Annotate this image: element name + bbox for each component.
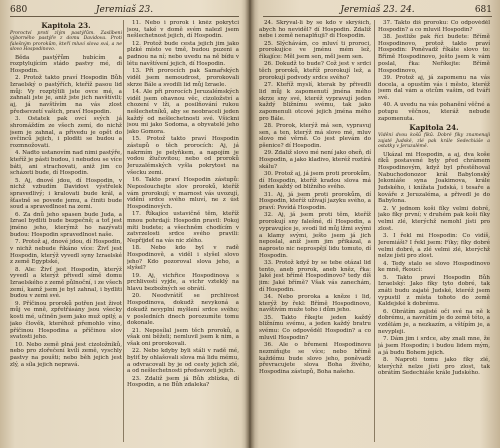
verse: 37. Takto díš proroku: Co odpověděl Hospodin? a co mluvil Hospodin?: [378, 20, 490, 33]
left-page: [0, 0, 247, 448]
verse: 19. Aj, vichřice Hospodinova s prchlivostí vyjde, a vichr vzteklý na hlavu bezbožných se obrátí.: [127, 272, 239, 293]
verse: 28. Prorok, kterýž má sen, vypravuj sen, a ten, kterýž má slovo mé, mluv slovo mé věrně. Co jest plevám do pšenice? dí Hospodin.: [259, 122, 371, 150]
page-number: 680: [10, 5, 28, 15]
verse: 26. Dokudž to bude? Což jest v srdci těch proroků, kteříž prorokují lež, a prorokují podvody srdce svého?: [259, 61, 371, 81]
verse: 33. Protož když by se tebe otázal lid tento, aneb prorok, aneb kněz, řka: Jaké jest břímě Hospodinovo? tedy díš jim: Jaké břímě? Však vás zanechám, dí Hospodin.: [259, 259, 371, 293]
verse: 2. Protož takto praví Hospodin Bůh Izraelský o pastýřích, kteříž pasou lid můj: Vy rozptýlili jste ovce mé, a zahnali jste je, aniž jste jich navštívili; aj, já navštívím na vás zlost předsevzetí vašich, praví Hospodin.: [10, 75, 122, 115]
verse: 10. Nebo země plná jest cizoložníků, nebo pro zlořečení kvílí země, vyschly pastvy na poušti; nebo běh jejich jest zlý, a síla jejich nepravá.: [10, 341, 122, 368]
text-column-2: [127, 20, 239, 444]
verse: 22. Nebo kdyby byli stáli v radě mé, byliť by ohlašovali slova má lidu mému, a odvracovali by je od cesty jejich zlé, a od nešlechetnosti předsevzetí jejich.: [127, 348, 239, 375]
verse: 25. Slýchávám, co mluví ti proroci, prorokujíce ve jménu mém lež, říkajíce: Měl jsem sen, měl jsem sen.: [259, 40, 371, 61]
verse: 27. Kteříž myslí, kterak by přivedli lid můj k zapomenutí jména mého skrze sny své, kteréž vypravují jeden každý bližnímu svému, tak jako zapomenuli otcové jejich jména mého pro Bále.: [259, 82, 371, 122]
chapter-heading: Kapitola 24.: [409, 123, 459, 133]
verse: 12. Protož bude cesta jejich jim jako plzké místo ve tmě, budou puzeni a padnou na ní; nebo uvedu na ně bídu v létu navštívení jejich, dí Hospodin.: [127, 40, 239, 67]
chapter-summary: Vidění dvou košů fíků. Dobré fíky znamenají zajaté Judské, zlé pak krále Sedechiáše a ostatky v Jeruzalémě.: [378, 133, 490, 150]
verse: 3. Ostatek pak ovcí svých já shromáždím ze všech zemí, do nichž jsem je zahnal, a přivedu je opět do ovčinců jejich, i ploditi se budou a rozmnožovati.: [10, 116, 122, 149]
verse: 4. Tedy stalo se slovo Hospodinovo ke mně, řkoucí:: [378, 260, 490, 274]
page-number: 681: [474, 5, 492, 15]
verse: 29. Zdaliž slovo mé není jako oheň, dí Hospodin, a jako kladivo, kteréž roztírá skálu?: [259, 150, 371, 170]
verse: 8. Ale: Živť jest Hospodin, kterýž vyvedl a kterýž přivedl símě domu Izraelského z země půlnoční, i ze všech zemí, kamž jsem je byl zahnal, i bydliti budou v zemi své.: [10, 266, 122, 300]
verse: 13. Při prorocích pak Samařských viděl jsem nemoudrost, prorokovali skrze Bále a svodili lid můj Izraele.: [127, 68, 239, 88]
verse: 16. Takto praví Hospodin zástupů: Neposlouchejte slov proroků, kteříž vám prorokují; v marnost vás uvozují, vidění srdce svého mluví, ne z úst Hospodinových.: [127, 177, 239, 210]
verse: 11. Nebo i prorok i kněz pokrytci jsou, také v domě svém nalezl jsem nešlechetnost jejich, dí Hospodin.: [127, 20, 239, 40]
verse: Ukázal mi Hospodin, a aj, dva koše fíků postavené byly před chrámem Hospodinovým, když byl přestěhoval Nabuchodonozor král Babylonský Jekoniáše syna Joakimova, krále Judského, i knížata Judská, i tesaře a kováře z Jeruzaléma, a přivedl je do Babylona.: [378, 151, 490, 205]
verse: 2. V jednom koši fíky velmi dobré, jako fíky první; v druhém pak koši fíky velmi zlé, kterýchž nemohl jísti pro zlost.: [378, 205, 490, 232]
column-divider: [123, 20, 124, 442]
book-gutter: [241, 0, 259, 448]
verse: 24. Skrýval-li by se kdo v skrýších, abych ho neviděl? dí Hospodin. Zdaliž nebe i země nenaplňuji? dí Hospodin.: [259, 20, 371, 40]
text-column-1: [259, 20, 371, 444]
verse: 31. Aj, já jsem proti prorokům, dí Hospodin, kteříž užívají jazyku svého, a praví: Povídá Hospodin.: [259, 191, 371, 212]
verse: Běda pastýřům hubícím a rozptylujícím stádo pastvy mé, dí Hospodin.: [10, 54, 122, 75]
chapter-summary: Proroctví proti zlým pastýřům. Zaslíbení výborného pastýře z domu Davidova. Proti falešným prorokům, kteří mluví slova svá, a ne slovo Hospodinovo.: [10, 31, 122, 53]
verse: 39. Protož aj, já zapomenu na vás docela, a opustím vás i město, kteréž jsem dal vám a otcům vašim, od tváři své.: [378, 74, 490, 101]
verse: 36. Ale o břemeni Hospodinovu nezmiňujte se více; nebo břímě každému bude slovo jeho, poněvadž převracujete slova Boha živého, Hospodina zástupů, Boha našeho.: [259, 342, 371, 375]
right-page: [253, 0, 500, 448]
verse: 5. Aj, dnové jdou, dí Hospodin, v nichž vzbudím Davidovi výstřelek spravedlivý; i kralovati bude král, a šťastně se povede jemu, a činiti bude soud a spravedlnost na zemi.: [10, 177, 122, 211]
verse: 30. Protož aj, já jsem proti prorokům, dí Hospodin, kteříž kradou slova má jeden každý od bližního svého.: [259, 171, 371, 191]
verse: 35. Takto říkejte jeden každý bližnímu svému, a jeden každý bratru svému: Co odpověděl Hospodin? a co mluvil Hospodin?: [259, 314, 371, 341]
verse: 9. Příčinou proroků potřen jest život můj ve mně, zpřetřásány jsou všecky kosti mé, učiněn jsem jako muž opilý, a jako člověk, kteréhož přemohlo víno, příčinou Hospodina a příčinou slov svatosti jeho.: [10, 300, 122, 341]
chapter-heading: Kapitola 23.: [41, 21, 91, 30]
running-head-right: [263, 4, 492, 17]
running-title: Jeremiaš 23.: [95, 5, 154, 15]
verse: 21. Neposílal jsem těch proroků, a však oni běželi; nemluvil jsem k nim, a však oni prorokovali.: [127, 327, 239, 347]
running-title: Jeremiaš 23. 24.: [340, 5, 415, 15]
verse: 8. Naproti tomu jako fíky zlé, kterýchž nelze jísti pro zlost, tak obrátím Sedechiáše krále Judského.: [378, 356, 490, 377]
text-column-2: [378, 20, 490, 444]
verse: 17. Říkajíce ustavičně těm, kteříž mnou pohrdají: Hospodin pravil: Pokoj míti budete; a všechněm chodícím v zatvrzelosti srdce svého pravili: Nepřijdeť na vás nic zlého.: [127, 211, 239, 245]
verse: 6. Obrátím zajisté oči své na ně k dobrému, a navrátím je do země této, a vzdělám je, a nezkazím, a vštípím je, a nevypleji.: [378, 308, 490, 335]
verse: 4. Nadto ustanovím nad nimi pastýře, kteříž je pásti budou, i nebudou se více báti, ani strachovati, aniž jim co scházeti bude, dí Hospodin.: [10, 150, 122, 177]
verse: 5. Takto praví Hospodin Bůh Izraelský: Jako fíky tyto dobré, tak znáti budu zajaté Judské, kteréž jsem vypustil z místa tohoto do země Kaldejské k dobrému.: [378, 274, 490, 308]
text-column-1: [10, 20, 122, 444]
running-head-left: [10, 4, 239, 17]
verse: 38. Jestliže pak říci budete: Břímě Hospodinovo, protož takto praví Hospodin: Poněvadž říkáte slovo to: Břímě Hospodinovo, ješto jsem k vám poslal, řka: Neříkejte: Břímě Hospodinovo,: [378, 34, 490, 74]
verse: 20. Neodvrátíť se prchlivost Hospodinova, dokudž nevykoná a dokudž nevyplní myšlení srdce svého; v posledních dnech porozumíte tomu dokonale.: [127, 293, 239, 327]
verse: 6. Za dnů jeho spasen bude Juda, a Izrael bydliti bude bezpečně; a toť jest jméno jeho, kterýmž ho nazývati budou: Hospodin spravedlnost naše.: [10, 211, 122, 238]
verse: 15. Protož takto praví Hospodin zástupů o těch prorocích: Aj, já nakrmím je pelyňkem, a napojím je vodou žlučovitou; nebo od proroků Jeruzalémských vyšla pokrytost na všecku zemi.: [127, 136, 239, 176]
verse: 18. Nebo kdo byl v radě Hospodinově, a viděl i slyšel slovo jeho? Kdo pozoroval slova jeho, a slyšel?: [127, 245, 239, 272]
verse: 34. Nebo proroka a kněze i lid, kterýž by řekl: Břímě Hospodinovo, navštívím muže toho i dům jeho.: [259, 294, 371, 314]
verse: 23. Zdaliž jsem já Bůh zblízka, dí Hospodin, a ne Bůh zdaleka?: [127, 375, 239, 389]
column-divider: [374, 20, 375, 442]
verse: 7. Protož aj, dnové jdou, dí Hospodin, v nichž nebude říkáno více: Živť jest Hospodin, kterýž vyvedl syny Izraelské z země Egyptské,: [10, 239, 122, 266]
verse: 40. A uvedu na vás pohanění věčné a potupu věčnou, kteráž nebude zapomenuta.: [378, 102, 490, 122]
verse: 32. Aj, já jsem proti těm, kteříž prorokují sny falešné, dí Hospodin, a vypravujíce je, svodí lid můj lžmi svými a klamy svými, ješto jsem já jich neposlal, aniž jsem jim přikázal, a naprosto nic neprospějí lidu tomuto, dí Hospodin.: [259, 212, 371, 259]
verse: 3. I řekl mi Hospodin: Co vidíš, Jeremiáši? I řekl jsem: Fíky; fíky dobré velmi dobré, a zlé velmi zlé, kterýchž nelze jísti pro zlost.: [378, 233, 490, 260]
verse: 7. Dám jim i srdce, aby znali mne, že já jsem Hospodin; i budou lidem mým, a já budu Bohem jejich.: [378, 336, 490, 356]
verse: 14. Ale při prorocích Jeruzalémských viděl jsem ohavnou věc, cizoložství a chození v lži, a posilňování rukou nešlechetníků, aby se neobraceli jeden každý od nešlechetnosti své. Všickni jsou mi jako Sodoma, a obyvatelé jeho jako Gomora.: [127, 88, 239, 136]
